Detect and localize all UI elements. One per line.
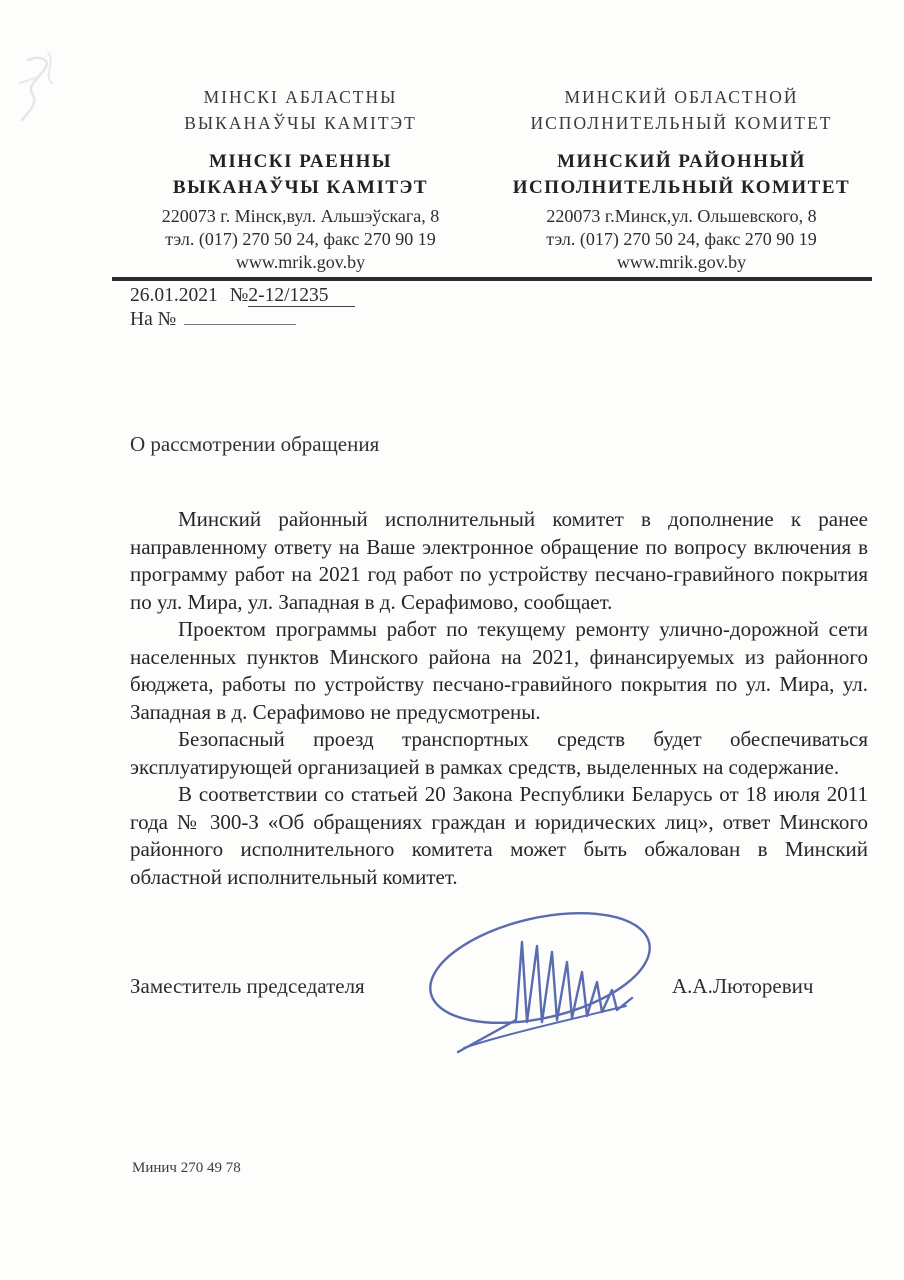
letterhead-divider-rule [112, 277, 872, 281]
signature-ink [418, 898, 668, 1058]
reference-block [130, 284, 355, 332]
org-phone-ru: тэл. (017) 270 50 24, факс 270 90 19 [546, 229, 817, 249]
signer-title: Заместитель председателя [130, 974, 365, 998]
body-paragraph: Проектом программы работ по текущему ремонту улично-дорожной сети населенных пунктов Минского района на 2021, финансируемых из районного бюджета, работы по устройству песчано-гравийного покрытия по ул. Мира, ул. Западная в д. Серафимово не предусмотрены. [130, 617, 868, 724]
org-address-by: 220073 г. Мінск,вул. Альшэўскага, 8 [161, 206, 440, 226]
body-paragraph: Минский районный исполнительный комитет в дополнение к ранее направленному ответу на Ваше электронное обращение по вопросу включения в программу работ на 2021 год работ по устройству песчано-гравийного покрытия по ул. Мира, ул. Западная в д. Серафимово, сообщает. [130, 507, 868, 614]
parent-org-name-ru [491, 84, 872, 136]
org-contact-ru [491, 205, 872, 274]
org-name-ru [491, 149, 872, 201]
body-paragraph: Безопасный проезд транспортных средств будет обеспечиваться эксплуатирующей организацией в рамках средств, выделенных на содержание. [130, 727, 868, 779]
executor-phone-line: Минич 270 49 78 [132, 1160, 241, 1176]
letter-body [130, 506, 868, 891]
parent-org-line: МІНСКІ АБЛАСТНЫ [203, 87, 398, 107]
scan-smudge-artifact [8, 25, 108, 135]
reply-number-blank [184, 308, 296, 325]
reply-to-label: На № [130, 309, 177, 330]
parent-org-line: ИСПОЛНИТЕЛЬНЫЙ КОМИТЕТ [530, 113, 833, 133]
org-website-by: www.mrik.gov.by [235, 252, 366, 272]
letter-number-value: 2-12/1235 [248, 285, 354, 307]
letterhead-russian-column [491, 84, 872, 274]
letter-number [230, 285, 355, 306]
org-name-line: МИНСКИЙ РАЙОННЫЙ [557, 151, 806, 172]
subject-line: О рассмотрении обращения [130, 432, 380, 456]
org-phone-by: тэл. (017) 270 50 24, факс 270 90 19 [165, 229, 436, 249]
incoming-ref-line [130, 308, 355, 332]
outgoing-ref-line [130, 284, 355, 308]
body-paragraph: В соответствии со статьей 20 Закона Республики Беларусь от 18 июля 2011 года № 300-З «Об обращениях граждан и юридических лиц», ответ Минского районного исполнительного комитета может быть обжалован в Минский областной исполнительный комитет. [130, 782, 868, 889]
org-name-line: ИСПОЛНИТЕЛЬНЫЙ КОМИТЕТ [512, 177, 851, 198]
parent-org-line: ВЫКАНАЎЧЫ КАМІТЭТ [184, 113, 417, 133]
letterhead-belarusian-column [110, 84, 491, 274]
org-contact-by [110, 205, 491, 274]
org-address-ru: 220073 г.Минск,ул. Ольшевского, 8 [546, 206, 817, 226]
signer-name: А.А.Люторевич [672, 974, 814, 998]
org-name-line: ВЫКАНАЎЧЫ КАМІТЭТ [172, 177, 429, 198]
letter-date: 26.01.2021 [130, 285, 218, 306]
letterhead [110, 84, 872, 274]
number-sign: № [229, 285, 249, 306]
org-name-by [110, 149, 491, 201]
parent-org-line: МИНСКИЙ ОБЛАСТНОЙ [564, 87, 799, 107]
parent-org-name-by [110, 84, 491, 136]
org-website-ru: www.mrik.gov.by [616, 252, 747, 272]
org-name-line: МІНСКІ РАЕННЫ [208, 151, 393, 172]
